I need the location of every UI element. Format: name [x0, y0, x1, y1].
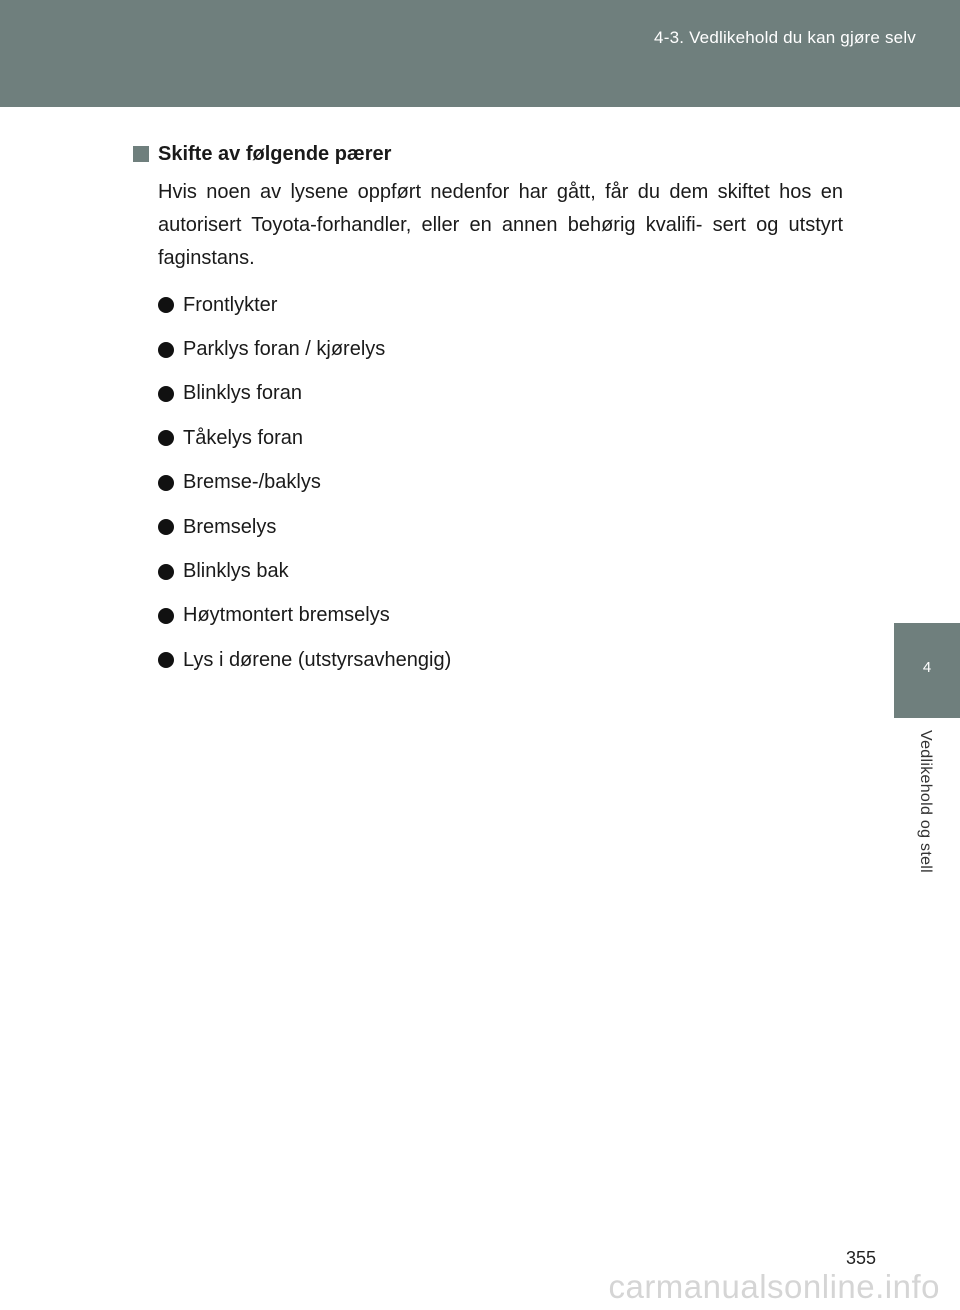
circle-bullet-icon	[158, 475, 174, 491]
paragraph-line: hos en autorisert Toyota-forhandler, eller en annen behørig kvalifi-	[158, 181, 843, 236]
list-item	[158, 594, 843, 638]
list-item-label: Lys i dørene (utstyrsavhengig)	[183, 648, 452, 671]
list-item	[158, 505, 843, 549]
chapter-label-tab	[894, 718, 960, 918]
chapter-label: Vedlikehold og stell	[917, 730, 934, 873]
list-item-label: Blinklys foran	[183, 382, 302, 405]
circle-bullet-icon	[158, 430, 174, 446]
intro-paragraph	[158, 176, 843, 275]
list-item	[158, 549, 843, 593]
list-item-label: Parklys foran / kjørelys	[183, 338, 386, 361]
paragraph-line: sert og utstyrt faginstans.	[158, 214, 843, 269]
list-item-label: Frontlykter	[183, 293, 278, 316]
chapter-number: 4	[922, 659, 932, 676]
list-item-label: Høytmontert bremselys	[183, 604, 390, 627]
circle-bullet-icon	[158, 564, 174, 580]
list-item	[158, 638, 843, 682]
paragraph-line: Hvis noen av lysene oppført nedenfor har gått, får du dem skiftet	[158, 181, 770, 203]
bulb-list	[158, 283, 843, 683]
list-item-label: Tåkelys foran	[183, 426, 304, 449]
list-item	[158, 416, 843, 460]
square-bullet-icon	[133, 146, 149, 162]
section-heading	[133, 140, 843, 168]
circle-bullet-icon	[158, 386, 174, 402]
circle-bullet-icon	[158, 608, 174, 624]
header-band	[0, 0, 960, 107]
chapter-tab	[894, 623, 960, 718]
list-item-label: Blinklys bak	[183, 560, 289, 583]
list-item	[158, 461, 843, 505]
watermark: carmanualsonline.info	[608, 1268, 940, 1305]
list-item	[158, 372, 843, 416]
list-item	[158, 283, 843, 327]
list-item	[158, 327, 843, 371]
circle-bullet-icon	[158, 519, 174, 535]
page-number: 355	[846, 1248, 877, 1268]
list-item-label: Bremse-/baklys	[183, 471, 321, 494]
section-heading-text: Skifte av følgende pærer	[158, 142, 392, 165]
circle-bullet-icon	[158, 342, 174, 358]
page-content	[133, 140, 843, 683]
section-title: 4-3. Vedlikehold du kan gjøre selv	[654, 28, 916, 47]
circle-bullet-icon	[158, 652, 174, 668]
circle-bullet-icon	[158, 297, 174, 313]
list-item-label: Bremselys	[183, 515, 277, 538]
